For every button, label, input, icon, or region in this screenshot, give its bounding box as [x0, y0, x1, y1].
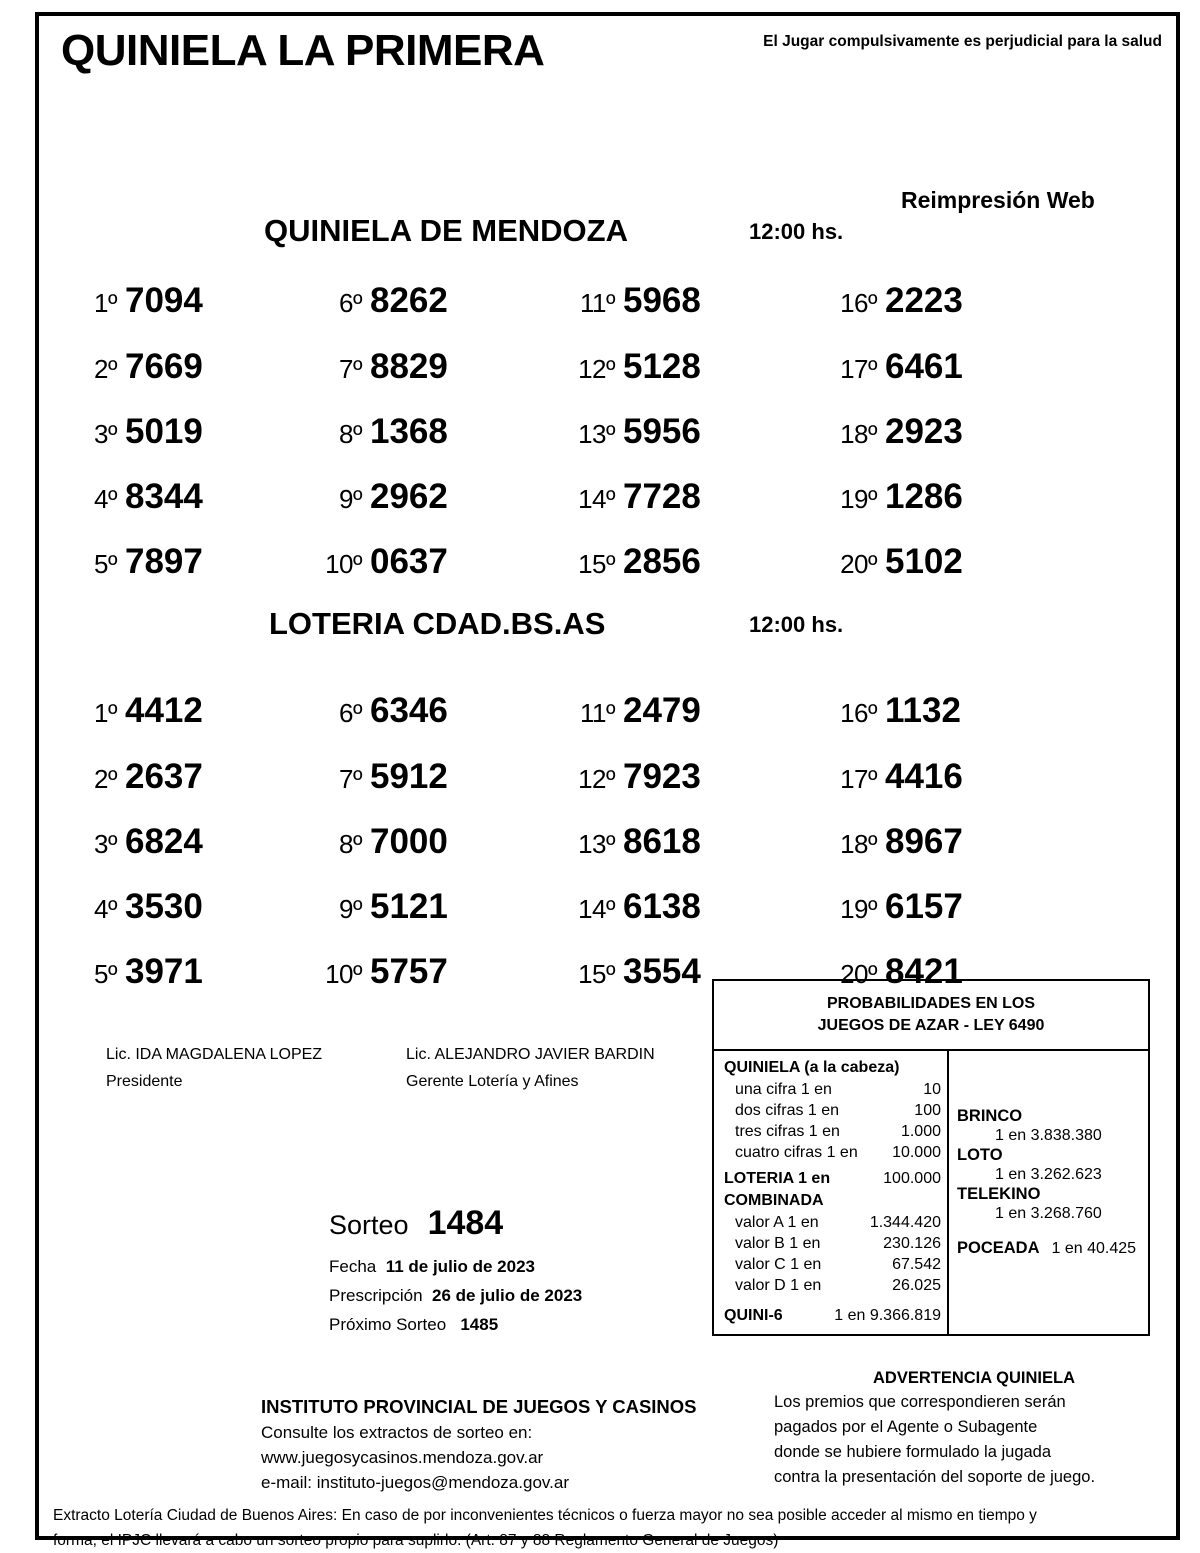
result-number: 5102 — [885, 542, 963, 581]
quini6-value: 1 en 9.366.819 — [834, 1306, 941, 1324]
result-position: 7º — [339, 354, 362, 384]
result-number: 6346 — [370, 691, 448, 730]
poceada-row — [957, 1238, 1142, 1259]
result-position: 14º — [578, 894, 615, 924]
result-position: 14º — [578, 484, 615, 514]
signature-manager — [406, 1041, 655, 1095]
result-position: 1º — [94, 288, 117, 318]
result-item — [829, 822, 963, 872]
extract-sheet — [35, 12, 1180, 1549]
result-item — [314, 822, 448, 872]
quiniela-rows — [724, 1079, 945, 1163]
result-item — [314, 281, 448, 331]
result-position: 3º — [94, 419, 117, 449]
result-position: 12º — [578, 764, 615, 794]
result-number: 7000 — [370, 822, 448, 861]
draw-header-1 — [39, 596, 1176, 666]
result-number: 5757 — [370, 952, 448, 991]
probability-value: 26.025 — [892, 1276, 941, 1294]
result-number: 2637 — [125, 757, 203, 796]
probability-label: tres cifras 1 en — [735, 1122, 840, 1140]
brinco-value: 1 en 3.838.380 — [995, 1126, 1102, 1144]
telekino-label: TELEKINO — [957, 1184, 1041, 1203]
probabilities-title-line2: JUEGOS DE AZAR - LEY 6490 — [817, 1017, 1045, 1035]
result-number: 8421 — [885, 952, 963, 991]
result-number: 3554 — [623, 952, 701, 991]
loto-value: 1 en 3.262.623 — [995, 1165, 1102, 1183]
result-position: 13º — [578, 419, 615, 449]
probability-label: valor D 1 en — [735, 1276, 822, 1294]
proximo-label: Próximo Sorteo — [329, 1315, 447, 1334]
result-item — [69, 542, 203, 592]
brinco-label: BRINCO — [957, 1106, 1023, 1125]
result-item — [829, 412, 963, 462]
probability-row — [724, 1275, 945, 1296]
probability-label: valor A 1 en — [735, 1213, 819, 1231]
institute-title: INSTITUTO PROVINCIAL DE JUEGOS Y CASINOS — [261, 1396, 697, 1417]
probabilities-box — [712, 979, 1150, 1336]
result-item — [567, 691, 701, 741]
result-number: 5968 — [623, 281, 701, 320]
probability-value: 10.000 — [892, 1143, 941, 1161]
advertencia-title: ADVERTENCIA QUINIELA — [873, 1369, 1075, 1387]
result-item — [829, 887, 963, 937]
result-position: 20º — [840, 549, 877, 579]
prescripcion-label: Prescripción — [329, 1286, 423, 1305]
gambling-warning: El Jugar compulsivamente es perjudicial para la salud — [763, 33, 1162, 50]
advertencia-line-1: Los premios que correspondieren serán — [774, 1393, 1066, 1411]
result-item — [69, 822, 203, 872]
result-position: 4º — [94, 894, 117, 924]
draw-title-1: LOTERIA CDAD.BS.AS — [269, 606, 606, 641]
probability-value: 230.126 — [883, 1234, 941, 1252]
probability-row — [724, 1212, 945, 1233]
fecha-label: Fecha — [329, 1257, 377, 1276]
probability-label: valor C 1 en — [735, 1255, 822, 1273]
probability-row — [724, 1254, 945, 1275]
result-item — [314, 542, 448, 592]
result-position: 10º — [325, 959, 362, 989]
loteria-row — [724, 1168, 945, 1190]
result-number: 8262 — [370, 281, 448, 320]
prescripcion-value: 26 de julio de 2023 — [432, 1286, 583, 1305]
result-number: 5912 — [370, 757, 448, 796]
result-position: 16º — [840, 288, 877, 318]
result-number: 8967 — [885, 822, 963, 861]
result-position: 2º — [94, 354, 117, 384]
result-item — [567, 477, 701, 527]
sorteo-heading — [329, 1204, 582, 1243]
result-number: 8618 — [623, 822, 701, 861]
advertencia-block — [774, 1366, 1174, 1490]
result-position: 7º — [339, 764, 362, 794]
result-item — [829, 542, 963, 592]
result-position: 12º — [578, 354, 615, 384]
result-position: 11º — [580, 288, 615, 318]
result-position: 2º — [94, 764, 117, 794]
result-position: 5º — [94, 549, 117, 579]
result-item — [567, 757, 701, 807]
probability-label: dos cifras 1 en — [735, 1101, 840, 1119]
result-position: 8º — [339, 419, 362, 449]
probability-label: valor B 1 en — [735, 1234, 821, 1252]
probability-value: 1.344.420 — [869, 1213, 941, 1231]
result-item — [567, 887, 701, 937]
proximo-sorteo-row — [329, 1310, 582, 1339]
result-number: 5019 — [125, 412, 203, 451]
result-number: 7669 — [125, 347, 203, 386]
result-position: 19º — [840, 484, 877, 514]
result-number: 1368 — [370, 412, 448, 451]
institute-block — [261, 1394, 697, 1495]
result-number: 5128 — [623, 347, 701, 386]
probability-label: una cifra 1 en — [735, 1080, 832, 1098]
result-position: 18º — [840, 829, 877, 859]
result-number: 5121 — [370, 887, 448, 926]
fecha-value: 11 de julio de 2023 — [385, 1257, 536, 1276]
advertencia-line-3: donde se hubiere formulado la jugada — [774, 1443, 1052, 1461]
proximo-value: 1485 — [460, 1315, 499, 1334]
probability-row — [724, 1233, 945, 1254]
result-item — [829, 347, 963, 397]
page-title: QUINIELA LA PRIMERA — [61, 26, 545, 75]
result-item — [567, 412, 701, 462]
result-position: 10º — [325, 549, 362, 579]
probability-value: 1.000 — [900, 1122, 941, 1140]
result-number: 8829 — [370, 347, 448, 386]
loto-label: LOTO — [957, 1145, 1003, 1164]
result-position: 18º — [840, 419, 877, 449]
result-number: 7897 — [125, 542, 203, 581]
probability-label: cuatro cifras 1 en — [735, 1143, 858, 1161]
result-position: 16º — [840, 698, 877, 728]
result-number: 3971 — [125, 952, 203, 991]
result-item — [567, 347, 701, 397]
result-item — [69, 477, 203, 527]
result-item — [69, 887, 203, 937]
result-item — [567, 542, 701, 592]
probabilities-left-column — [714, 1051, 949, 1334]
quini6-label: QUINI-6 — [724, 1306, 783, 1324]
result-number: 6824 — [125, 822, 203, 861]
probability-row — [724, 1121, 945, 1142]
result-position: 17º — [840, 764, 877, 794]
draw-header-0 — [39, 181, 1176, 251]
disclaimer-line-2: forma, el IPJC llevará a cabo un sorteo propio para suplirlo. (Art. 87 y 88 Reglamento General de Juegos) — [53, 1532, 779, 1549]
result-item — [314, 757, 448, 807]
footer-disclaimer — [53, 1503, 1163, 1553]
result-item — [69, 347, 203, 397]
result-number: 4416 — [885, 757, 963, 796]
combinada-rows — [724, 1212, 945, 1296]
result-item — [314, 952, 448, 1002]
page-header — [39, 16, 1176, 96]
result-item — [829, 757, 963, 807]
result-number: 6461 — [885, 347, 963, 386]
signature-role-0: Presidente — [106, 1073, 183, 1090]
probability-value: 67.542 — [892, 1255, 941, 1273]
result-item — [69, 412, 203, 462]
result-item — [567, 281, 701, 331]
result-item — [314, 412, 448, 462]
result-item — [69, 691, 203, 741]
result-number: 6138 — [623, 887, 701, 926]
result-position: 9º — [339, 484, 362, 514]
result-number: 7923 — [623, 757, 701, 796]
loteria-value: 100.000 — [883, 1169, 941, 1187]
result-item — [69, 757, 203, 807]
result-position: 5º — [94, 959, 117, 989]
institute-website[interactable]: www.juegosycasinos.mendoza.gov.ar — [261, 1448, 544, 1467]
result-number: 3530 — [125, 887, 203, 926]
result-number: 2923 — [885, 412, 963, 451]
probabilities-title-line1: PROBABILIDADES EN LOS — [826, 995, 1035, 1012]
result-position: 3º — [94, 829, 117, 859]
result-position: 6º — [339, 698, 362, 728]
reprint-badge: Reimpresión Web — [901, 187, 1095, 213]
result-number: 7094 — [125, 281, 203, 320]
telekino-value: 1 en 3.268.760 — [995, 1204, 1102, 1222]
result-number: 8344 — [125, 477, 203, 516]
result-position: 8º — [339, 829, 362, 859]
probability-value: 10 — [923, 1080, 941, 1098]
result-number: 5956 — [623, 412, 701, 451]
disclaimer-line-1: Extracto Lotería Ciudad de Buenos Aires: En caso de por inconvenientes técnicos o fuerza mayor no sea posible acceder al mismo en tiempo y — [53, 1507, 1037, 1524]
result-item — [829, 477, 963, 527]
draw-time-0: 12:00 hs. — [749, 219, 844, 244]
result-item — [567, 952, 701, 1002]
prescripcion-row — [329, 1281, 582, 1310]
signature-role-1: Gerente Lotería y Afines — [406, 1073, 579, 1090]
sorteo-label: Sorteo — [329, 1210, 409, 1240]
result-number: 0637 — [370, 542, 448, 581]
signature-president — [106, 1041, 322, 1095]
result-number: 2962 — [370, 477, 448, 516]
institute-email[interactable]: e-mail: instituto-juegos@mendoza.gov.ar — [261, 1473, 569, 1492]
result-item — [69, 281, 203, 331]
combinada-head: COMBINADA — [724, 1191, 824, 1209]
poceada-value: 1 en 40.425 — [1051, 1239, 1137, 1257]
result-number: 2223 — [885, 281, 963, 320]
sorteo-block — [329, 1204, 582, 1339]
result-number: 4412 — [125, 691, 203, 730]
result-position: 13º — [578, 829, 615, 859]
probabilities-right-column — [949, 1051, 1148, 1334]
probability-row — [724, 1100, 945, 1121]
result-position: 6º — [339, 288, 362, 318]
result-item — [567, 822, 701, 872]
result-number: 1132 — [885, 691, 961, 730]
quiniela-head: QUINIELA (a la cabeza) — [724, 1058, 900, 1076]
result-position: 17º — [840, 354, 877, 384]
result-position: 1º — [94, 698, 117, 728]
probability-row — [724, 1142, 945, 1163]
result-position: 4º — [94, 484, 117, 514]
result-position: 19º — [840, 894, 877, 924]
result-item — [69, 952, 203, 1002]
draw-title-0: QUINIELA DE MENDOZA — [264, 213, 628, 248]
probability-value: 100 — [914, 1101, 941, 1119]
sorteo-number: 1484 — [427, 1204, 504, 1242]
result-item — [829, 691, 961, 741]
fecha-row — [329, 1252, 582, 1281]
probabilities-title — [714, 981, 1148, 1051]
advertencia-line-2: pagados por el Agente o Subagente — [774, 1418, 1038, 1436]
result-number: 6157 — [885, 887, 963, 926]
poceada-label: POCEADA — [957, 1238, 1040, 1257]
result-position: 15º — [578, 549, 615, 579]
loteria-label: LOTERIA 1 en — [724, 1169, 831, 1187]
result-position: 11º — [580, 698, 615, 728]
quini6-row — [724, 1305, 945, 1327]
result-item — [314, 887, 448, 937]
institute-line-1: Consulte los extractos de sorteo en: — [261, 1423, 533, 1442]
result-item — [314, 477, 448, 527]
result-number: 2856 — [623, 542, 701, 581]
result-number: 1286 — [885, 477, 963, 516]
signature-name-0: Lic. IDA MAGDALENA LOPEZ — [106, 1046, 323, 1063]
result-number: 7728 — [623, 477, 701, 516]
probability-row — [724, 1079, 945, 1100]
result-item — [314, 691, 448, 741]
probabilities-body — [714, 1051, 1148, 1334]
advertencia-line-4: contra la presentación del soporte de juego. — [774, 1468, 1096, 1486]
draw-time-1: 12:00 hs. — [749, 612, 844, 637]
result-position: 9º — [339, 894, 362, 924]
result-item — [314, 347, 448, 397]
result-item — [829, 281, 963, 331]
signature-name-1: Lic. ALEJANDRO JAVIER BARDIN — [406, 1046, 655, 1063]
result-position: 15º — [578, 959, 615, 989]
result-number: 2479 — [623, 691, 701, 730]
result-position: 20º — [840, 959, 877, 989]
